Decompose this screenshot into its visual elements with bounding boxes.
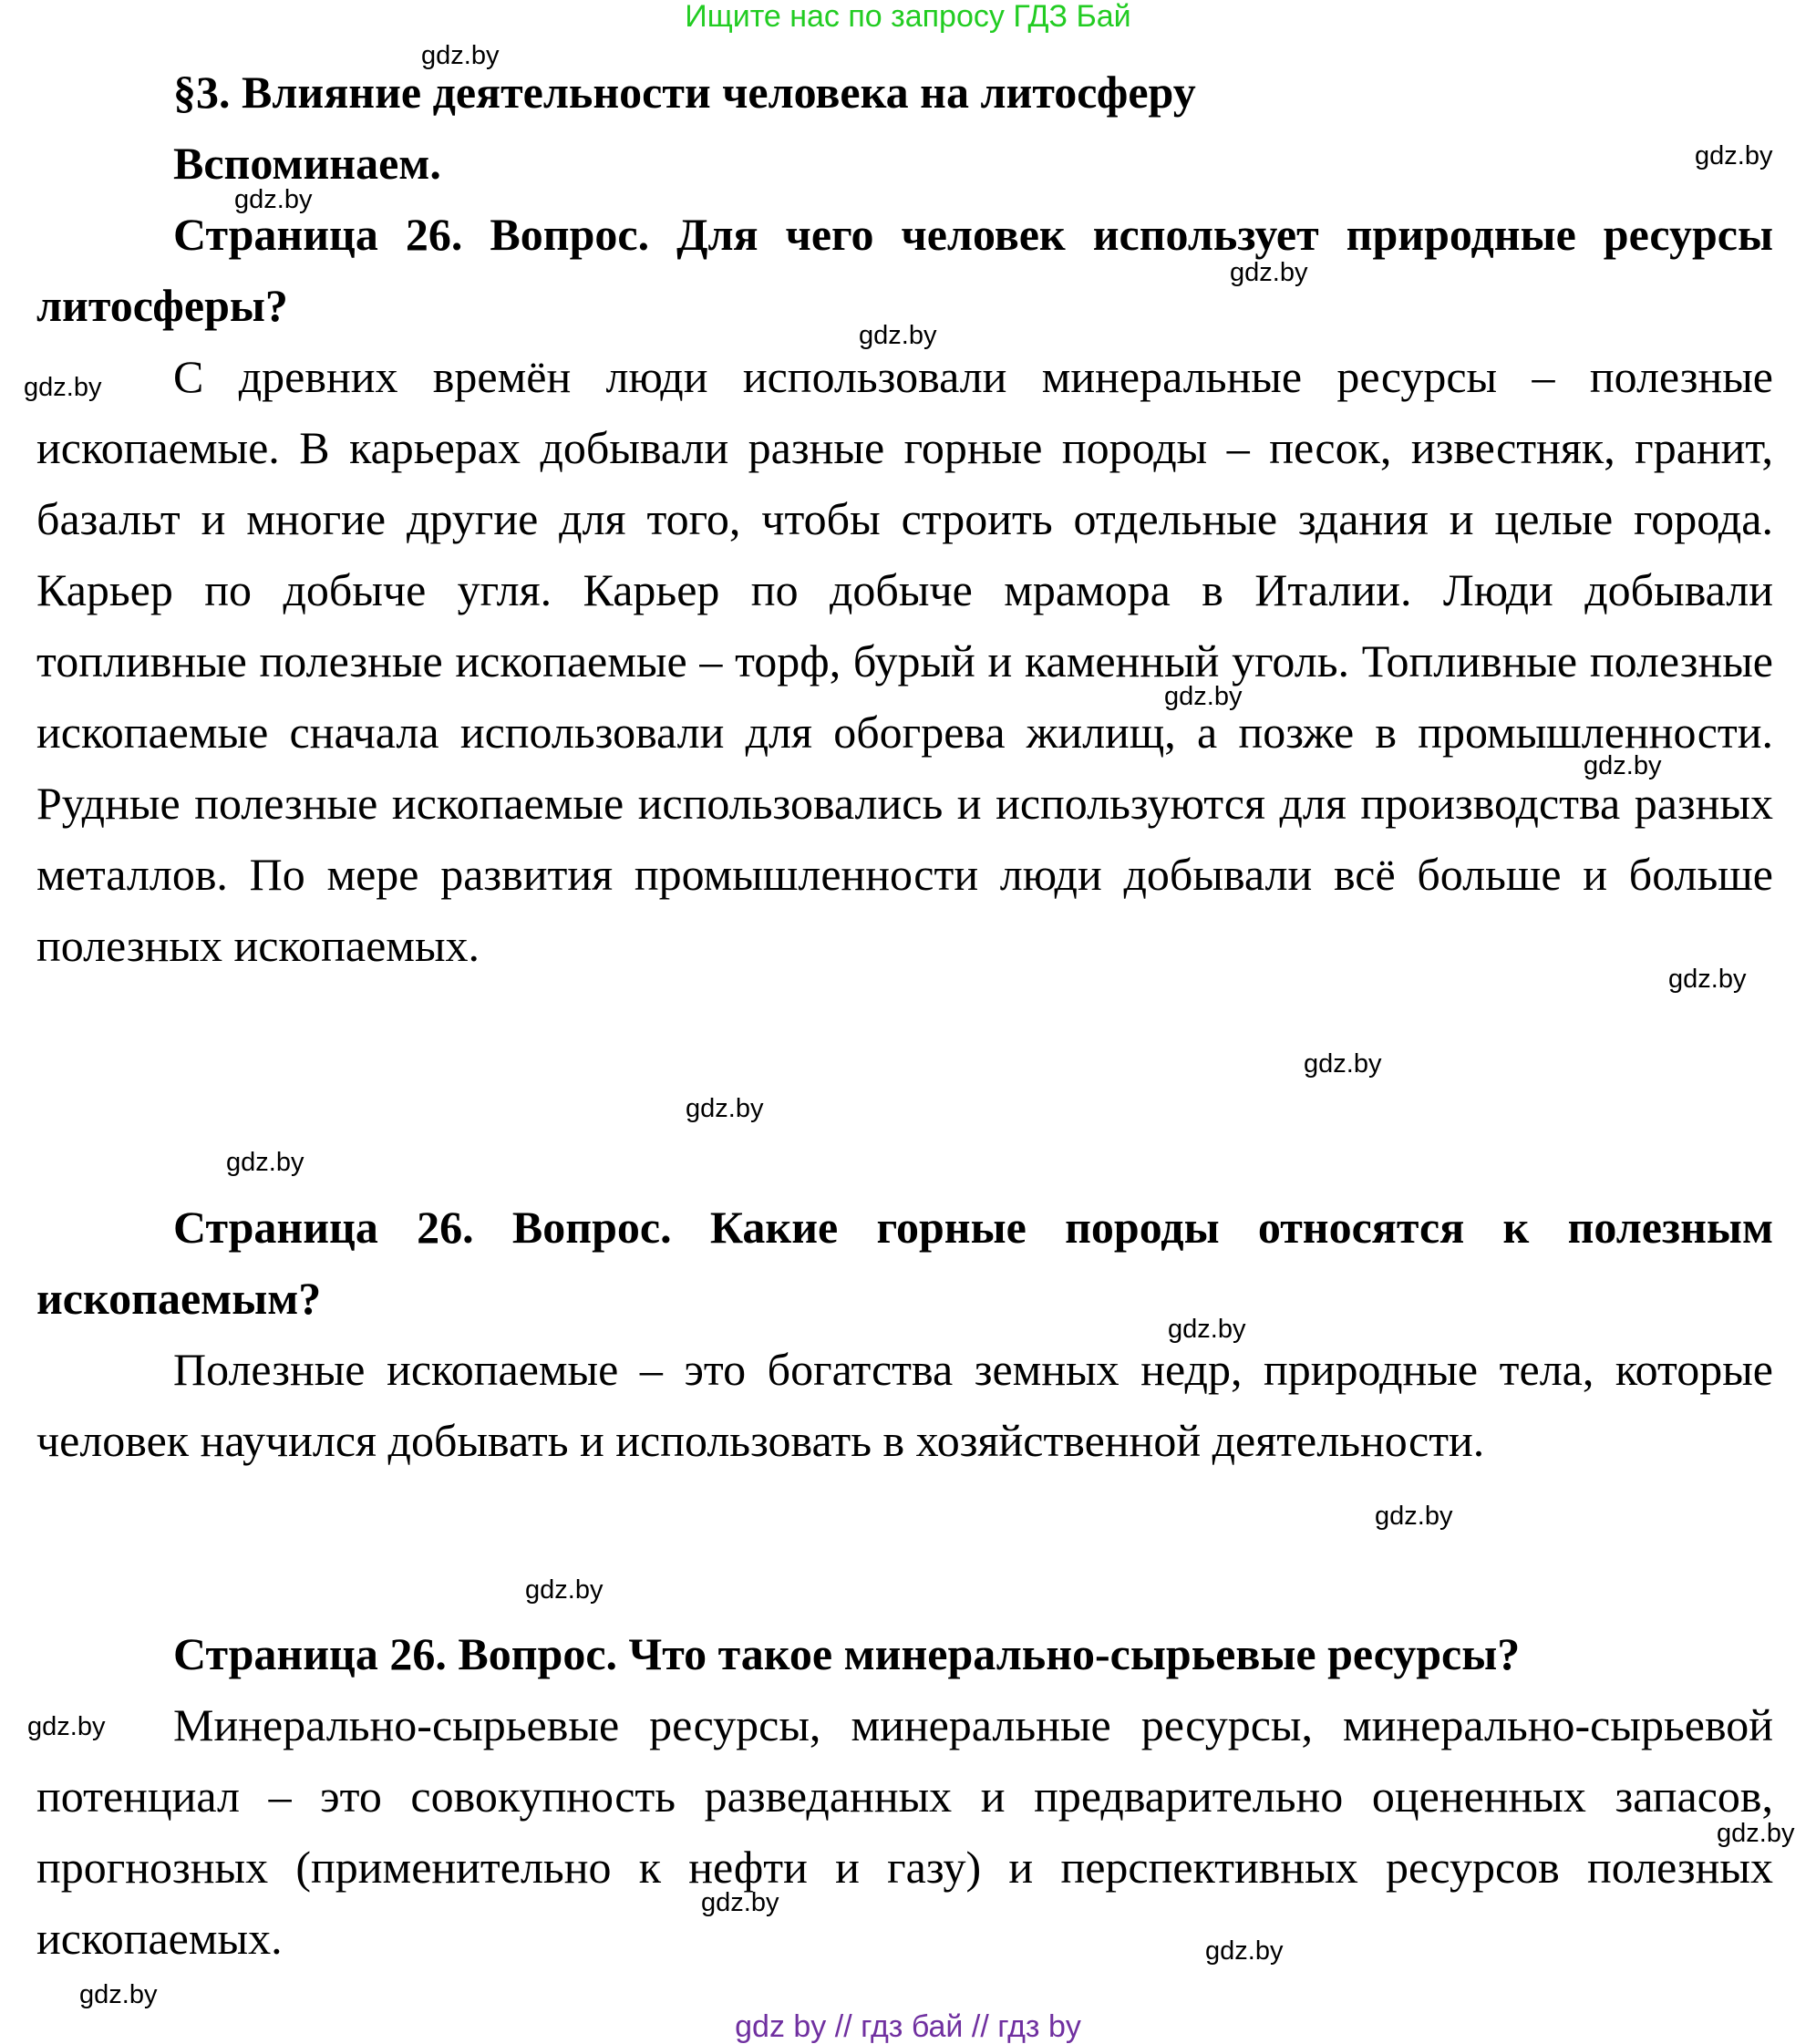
watermark: gdz.by (1668, 965, 1747, 994)
watermark: gdz.by (525, 1575, 604, 1605)
watermark: gdz.by (686, 1094, 764, 1123)
watermark: gdz.by (24, 373, 102, 402)
search-banner: Ищите нас по запросу ГДЗ Бай (685, 0, 1131, 34)
answer-2: Полезные ископаемые – это богатства земных недр, природные тела, которые человек научился добывать и использовать в хозяйственной деятельности. (36, 1344, 1773, 1466)
watermark: gdz.by (226, 1148, 304, 1177)
watermark: gdz.by (1695, 141, 1773, 170)
section-3 (36, 1618, 1773, 1974)
watermark: gdz.by (1304, 1049, 1382, 1079)
answer-3: Минерально-сырьевые ресурсы, минеральные ресурсы, минерально-сырьевой потенциал – это совокупность разведанных и предварительно оцененных запасов, прогнозных (применительно к нефти и газу) и перспективных ресурсов полезных ископаемых. (36, 1699, 1773, 1964)
watermark: gdz.by (859, 321, 937, 350)
section-2 (36, 1192, 1773, 1476)
watermark: gdz.by (1717, 1819, 1795, 1848)
section-title: §3. Влияние деятельности человека на литосферу (173, 67, 1196, 118)
watermark: gdz.by (27, 1712, 106, 1741)
watermark: gdz.by (1205, 1936, 1284, 1966)
watermark: gdz.by (1584, 751, 1662, 780)
question-1: Страница 26. Вопрос. Для чего человек использует природные ресурсы литосферы? (36, 209, 1773, 331)
subtitle: Вспоминаем. (173, 138, 441, 189)
watermark: gdz.by (234, 185, 313, 214)
watermark: gdz.by (701, 1888, 779, 1917)
answer-1: С древних времён люди использовали минеральные ресурсы – полезные ископаемые. В карьерах добывали разные горные породы – песок, известняк, гранит, базальт и многие другие для того, чтобы строить отдельные здания и целые города. Карьер по добыче угля. Карьер по добыче мрамора в Италии. Люди добывали топливные полезные ископаемые – торф, бурый и каменный уголь. Топливные полезные ископаемые сначала использовали для обогрева жилищ, а позже в промышленности. Рудные полезные ископаемые использовались и используются для производства разных металлов. По мере развития промышленности люди добывали всё больше и больше полезных ископаемых. (36, 351, 1773, 971)
watermark: gdz.by (1164, 682, 1243, 711)
watermark: gdz.by (421, 41, 500, 70)
footer-links[interactable]: gdz by // гдз бай // гдз by (735, 2009, 1081, 2044)
watermark: gdz.by (79, 1980, 158, 2009)
question-3: Страница 26. Вопрос. Что такое минерально-сырьевые ресурсы? (173, 1628, 1521, 1679)
watermark: gdz.by (1230, 258, 1308, 287)
watermark: gdz.by (1168, 1315, 1246, 1344)
watermark: gdz.by (1375, 1502, 1453, 1531)
question-2: Страница 26. Вопрос. Какие горные породы относятся к полезным ископаемым? (36, 1202, 1773, 1324)
